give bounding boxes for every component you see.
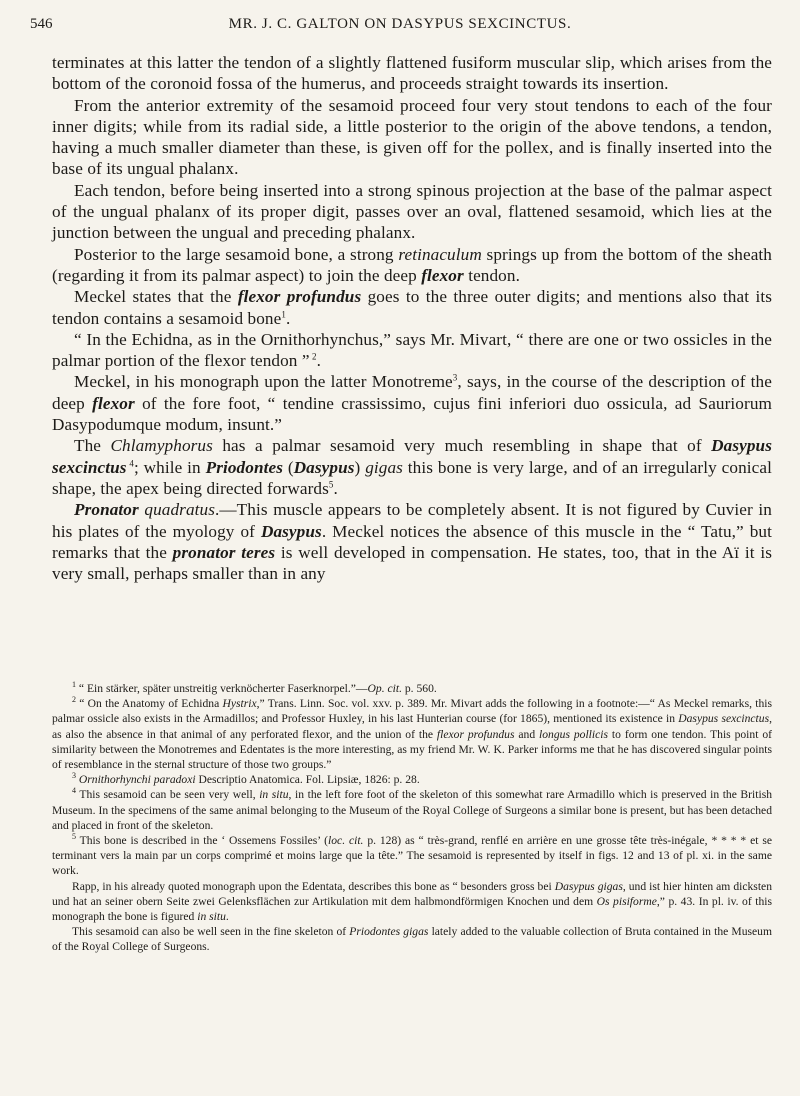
page-header — [0, 16, 800, 40]
body-paragraph: Each tendon, before being inserted into a strong spinous projection at the base of the palmar aspect of the ungual phalanx of its proper digit, passes over an oval, flattened sesamoid, which lies at the junction between the ungual and preceding phalanx. — [52, 180, 772, 243]
body-paragraph: Pronator quadratus.—This muscle appears to be completely absent. It is not figured by Cuvier in his plates of the myology of Dasypus. Meckel notices the absence of this muscle in the “ Tatu,” but remarks that the pronator teres is well developed in compensation. He states, too, that in the Aï it is very small, perhaps smaller than in any — [52, 500, 772, 584]
running-title: MR. J. C. GALTON ON DASYPUS SEXCINCTUS. — [228, 16, 572, 32]
body-paragraph: Meckel, in his monograph upon the latter Monotreme$^3$, says, in the course of the description of the deep flexor of the fore foot, “ tendine crassissimo, cujus fini inferiori duo ossicula, ad Sauriorum Dasypodumque modum, insunt.” — [52, 372, 772, 435]
body-paragraph: “ In the Echidna, as in the Ornithorhynchus,” says Mr. Mivart, “ there are one or two ossicles in the palmar portion of the flexor tendon ” $^2$. — [52, 329, 772, 371]
footnote: $^2$ “ On the Anatomy of Echidna Hystrix,” Trans. Linn. Soc. vol. xxv. p. 389. Mr. Mivart adds the following in a footnote:—“ As Meckel remarks, this palmar ossicle also exists in the Armadillos; and Professor Huxley, in his last Hunterian course (for 1865), mentioned its existence in Dasypus sexcinctus, as also the absence in that animal of any perforated flexor, and the union of the flexor profundus and longus pollicis to form one tendon. This point of similarity between the Monotremes and Edentates is the more interesting, as my friend Mr. W. K. Parker informs me that he has discovered singular points of resemblance in the sternal structure of those two groups.” — [52, 695, 772, 772]
main-text — [52, 52, 772, 584]
body-paragraph: The Chlamyphorus has a palmar sesamoid very much resembling in shape that of Dasypus sexcinctus $^4$; while in Priodontes (Dasypus) gigas this bone is very large, and of an irregularly conical shape, the apex being directed forwards$^5$. — [52, 436, 773, 498]
footnote: Rapp, in his already quoted monograph upon the Edentata, describes this bone as “ besonders gross bei Dasypus gigas, und ist hier hinten am dicksten und hat an seiner obern Seite zwei Gelenksflächen zur Artikulation mit dem halbmondförmigen Knochen und dem Os pisiforme,” p. 43. In pl. iv. of this monograph the bone is figured in situ. — [52, 879, 772, 924]
footnotes — [52, 681, 772, 955]
footnote: This sesamoid can also be well seen in the fine skeleton of Priodontes gigas lately added to the valuable collection of Bruta contained in the Museum of the Royal College of Surgeons. — [52, 925, 772, 954]
body-paragraph: Meckel states that the flexor profundus goes to the three outer digits; and mentions also that its tendon contains a sesamoid bone$^1$. — [52, 287, 772, 328]
footnote: $^3$ Ornithorhynchi paradoxi Descriptio Anatomica. Fol. Lipsiæ, 1826: p. 28. — [72, 771, 420, 787]
page-number: 546 — [30, 16, 53, 32]
footnote: $^4$ This sesamoid can be seen very well, in situ, in the left fore foot of the skeleton of this somewhat rare Armadillo which is preserved in the British Museum. In the specimens of the same animal belonging to the Museum of the Royal College of Surgeons a similar bone is present, but has been detached and placed in front of the skeleton. — [52, 786, 772, 832]
body-paragraph: From the anterior extremity of the sesamoid proceed four very stout tendons to each of the four inner digits; while from its radial side, a little posterior to the origin of the above tendons, a tendon, having a much smaller diameter than these, is given off for the pollex, and is finally inserted into the base of its ungual phalanx. — [52, 95, 772, 179]
footnote: $^5$ This bone is described in the ‘ Ossemens Fossiles’ (loc. cit. p. 128) as “ très-grand, renflé en arrière en une grosse tête très-inégale, * * * * et se terminant vers la main par un corps comprimé et moins large que la tête.” The sesamoid is represented by itself in figs. 12 and 13 of pl. xi. in the same work. — [52, 832, 772, 878]
footnote: $^1$ “ Ein stärker, später unstreitig verknöcherter Faserknorpel.”—Op. cit. p. 560. — [72, 680, 437, 695]
body-paragraph: Posterior to the large sesamoid bone, a strong retinaculum springs up from the bottom of the sheath (regarding it from its palmar aspect) to join the deep flexor tendon. — [52, 244, 772, 285]
body-paragraph: terminates at this latter the tendon of a slightly flattened fusiform muscular slip, which arises from the bottom of the coronoid fossa of the humerus, and proceeds straight towards its insertion. — [52, 53, 772, 94]
